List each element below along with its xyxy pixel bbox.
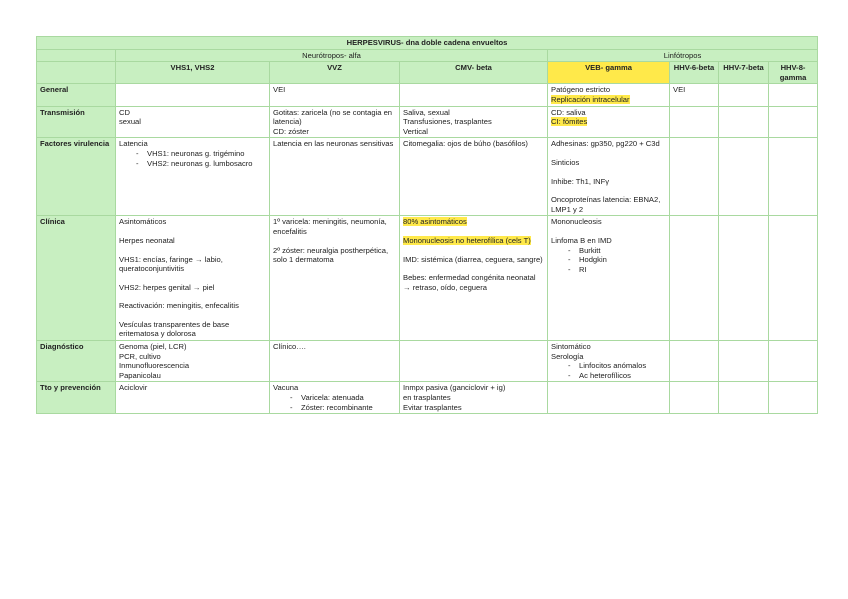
cell-diagnostico-veb	[548, 341, 670, 382]
cell-diagnostico-hhv6	[670, 341, 719, 382]
list-item: - Hodgkin	[551, 255, 666, 265]
row-header-transmision: Transmisión	[37, 106, 116, 138]
cell-text: Adhesinas: gp350, pg220 + C3d	[551, 139, 660, 149]
cell-transmision-vhs	[116, 106, 270, 138]
cell-tto-cmv	[400, 382, 548, 414]
cell-clinica-hhv7	[719, 216, 769, 341]
cell-text: Latencia	[119, 139, 148, 149]
cell-text: Gotitas: zaricela (no se contagia en latencia)	[273, 107, 393, 127]
cell-text: Saliva, sexual	[403, 107, 450, 117]
cell-text: Evitar trasplantes	[403, 402, 462, 412]
cell-tto-hhv8	[769, 382, 818, 414]
cell-transmision-hhv8	[769, 106, 818, 138]
group-linfotropos: Linfótropos	[548, 49, 818, 62]
cell-factores-hhv7	[719, 138, 769, 216]
cell-tto-vvz	[270, 382, 400, 414]
cell-transmision-hhv6	[670, 106, 719, 138]
row-header-factores: Factores virulencia	[37, 138, 116, 216]
highlighted-text: 80% asintomáticos	[403, 217, 467, 227]
cell-text: CD: zóster	[273, 126, 309, 136]
bullet-list	[551, 361, 666, 380]
cell-clinica-hhv8	[769, 216, 818, 341]
cell-general-veb	[548, 84, 670, 106]
cell-text: VHS1: encías, faringe → labio, queratoconjuntivitis	[119, 254, 223, 274]
empty-cell	[37, 62, 116, 84]
cell-clinica-cmv	[400, 216, 548, 341]
cell-clinica-vvz	[270, 216, 400, 341]
col-header-veb: VEB- gamma	[548, 62, 670, 84]
cell-text: Reactivación: meningitis, enfecalitis	[119, 301, 239, 311]
cell-text: Sintomático	[551, 342, 591, 352]
row-general	[37, 84, 818, 106]
row-clinica	[37, 216, 818, 341]
list-item: - Ac heterofílicos	[551, 371, 666, 381]
cell-text: Sinticios	[551, 157, 580, 167]
cell-diagnostico-hhv7	[719, 341, 769, 382]
cell-general-hhv6: VEI	[670, 84, 719, 106]
bullet-list	[551, 246, 666, 275]
row-factores	[37, 138, 818, 216]
list-item: - RI	[551, 265, 666, 275]
cell-tto-vhs: Aciclovir	[116, 382, 270, 414]
cell-text: 1º varicela: meningitis, neumonía, encefalitis	[273, 217, 387, 236]
cell-tto-veb	[548, 382, 670, 414]
list-item: - VHS1: neuronas g. trigémino	[119, 149, 266, 159]
cell-transmision-vvz	[270, 106, 400, 138]
cell-transmision-veb	[548, 106, 670, 138]
herpesvirus-table	[36, 36, 818, 414]
cell-text: Serología	[551, 351, 584, 361]
cell-tto-hhv7	[719, 382, 769, 414]
cell-text: CD: saliva	[551, 107, 586, 117]
cell-diagnostico-vhs	[116, 341, 270, 382]
cell-text: Bebes: enfermedad congénita neonatal → retraso, oído, ceguera	[403, 273, 536, 292]
list-item: - Burkitt	[551, 246, 666, 256]
table-title: HERPESVIRUS- dna doble cadena envueltos	[37, 37, 818, 50]
cell-text: Inhibe: Th1, INFγ	[551, 176, 610, 186]
cell-text: Oncoproteínas latencia: EBNA2, LMP1 y 2	[551, 195, 661, 214]
col-header-hhv7: HHV-7-beta	[719, 62, 769, 84]
highlighted-text: Replicación intracelular	[551, 94, 630, 104]
cell-text: en trasplantes	[403, 393, 451, 403]
row-header-general: General	[37, 84, 116, 106]
cell-factores-vvz: Latencia en las neuronas sensitivas	[270, 138, 400, 216]
row-header-clinica: Clínica	[37, 216, 116, 341]
cell-text: Vertical	[403, 126, 428, 136]
col-header-hhv8: HHV-8-gamma	[769, 62, 818, 84]
highlighted-text: CI: fómites	[551, 117, 588, 127]
cell-text: Transfusiones, trasplantes	[403, 117, 492, 127]
title-row	[37, 37, 818, 50]
row-tto	[37, 382, 818, 414]
cell-tto-hhv6	[670, 382, 719, 414]
cell-text: Papanicolau	[119, 370, 161, 380]
cell-general-cmv	[400, 84, 548, 106]
cell-general-hhv7	[719, 84, 769, 106]
cell-factores-hhv6	[670, 138, 719, 216]
list-item: - Zóster: recombinante	[273, 403, 396, 413]
cell-text: Herpes neonatal	[119, 235, 175, 245]
cell-text: Inmpx pasiva (ganciclovir + ig)	[403, 383, 506, 393]
row-header-diagnostico: Diagnóstico	[37, 341, 116, 382]
cell-text: CD	[119, 107, 130, 117]
cell-clinica-vhs	[116, 216, 270, 341]
column-header-row	[37, 62, 818, 84]
cell-text: Patógeno estricto	[551, 85, 611, 95]
list-item: - VHS2: neuronas g. lumbosacro	[119, 159, 266, 169]
row-header-tto: Tto y prevención	[37, 382, 116, 414]
bullet-list	[273, 393, 396, 412]
cell-diagnostico-cmv	[400, 341, 548, 382]
col-header-cmv: CMV- beta	[400, 62, 548, 84]
group-neurotropos: Neurótropos- alfa	[116, 49, 548, 62]
cell-text: PCR, cultivo	[119, 351, 161, 361]
bullet-list	[119, 149, 266, 168]
cell-factores-cmv: Citomegalia: ojos de búho (basófilos)	[400, 138, 548, 216]
cell-general-hhv8	[769, 84, 818, 106]
cell-text: Vesículas transparentes de base eritematosa y dolorosa	[119, 319, 230, 339]
cell-text: Inmunofluorescencia	[119, 361, 190, 371]
cell-general-vhs	[116, 84, 270, 106]
cell-text: VHS2: herpes genital → piel	[119, 282, 215, 292]
list-item: - Varicela: atenuada	[273, 393, 396, 403]
col-header-hhv6: HHV-6-beta	[670, 62, 719, 84]
cell-text: Genoma (piel, LCR)	[119, 342, 187, 352]
cell-clinica-veb	[548, 216, 670, 341]
row-diagnostico	[37, 341, 818, 382]
cell-clinica-hhv6	[670, 216, 719, 341]
cell-factores-veb	[548, 138, 670, 216]
empty-cell	[37, 49, 116, 62]
cell-transmision-cmv	[400, 106, 548, 138]
cell-factores-hhv8	[769, 138, 818, 216]
highlighted-text: Mononucleosis no heterofílica (cels T)	[403, 235, 531, 245]
cell-text: Mononucleosis	[551, 217, 602, 227]
cell-text: Linfoma B en IMD	[551, 235, 612, 245]
col-header-vvz: VVZ	[270, 62, 400, 84]
cell-transmision-hhv7	[719, 106, 769, 138]
cell-text: Asintomáticos	[119, 217, 167, 227]
cell-text: Vacuna	[273, 383, 299, 393]
cell-diagnostico-hhv8	[769, 341, 818, 382]
cell-text: sexual	[119, 117, 141, 127]
cell-factores-vhs	[116, 138, 270, 216]
cell-general-vvz: VEI	[270, 84, 400, 106]
cell-text: 2º zóster: neuralgia postherpética, solo 1 dermatoma	[273, 245, 389, 265]
row-transmision	[37, 106, 818, 138]
cell-text: IMD: sistémica (diarrea, ceguera, sangre)	[403, 254, 543, 264]
list-item: - Linfocitos anómalos	[551, 361, 666, 371]
col-header-vhs: VHS1, VHS2	[116, 62, 270, 84]
group-row	[37, 49, 818, 62]
cell-diagnostico-vvz: Clínico….	[270, 341, 400, 382]
